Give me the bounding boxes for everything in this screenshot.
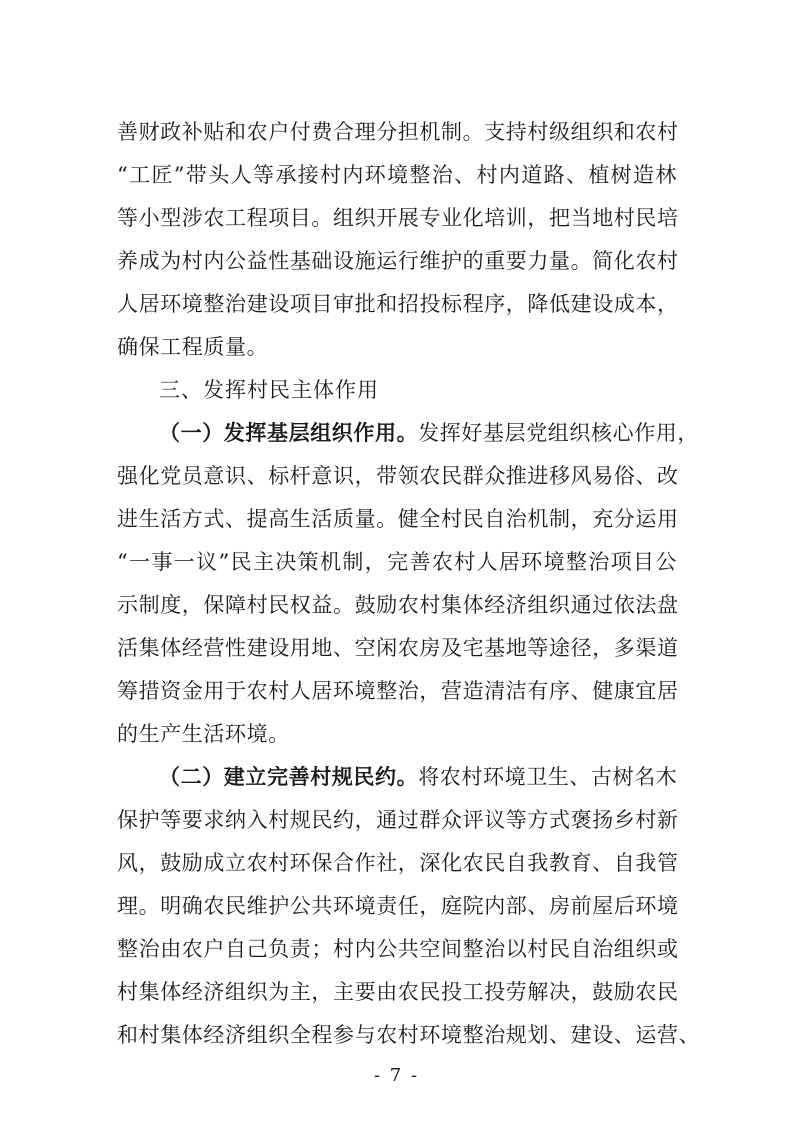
- paragraph-2-line-5: 示制度，保障村民权益。鼓励农村集体经济组织通过依法盘: [117, 593, 679, 617]
- paragraph-2-line-3: 进生活方式、提高生活质量。健全村民自治机制，充分运用: [117, 507, 679, 531]
- paragraph-1-line-1: 善财政补贴和农户付费合理分担机制。支持村级组织和农村: [117, 120, 679, 144]
- paragraph-2-line-7: 筹措资金用于农村人居环境整治，营造清洁有序、健康宜居: [117, 679, 679, 703]
- paragraph-3-bold-lead: （二）建立完善村规民约。: [159, 765, 419, 789]
- paragraph-3-line-5: 整治由农户自己负责；村内公共空间整治以村民自治组织或: [117, 937, 679, 961]
- paragraph-2-line-4: “一事一议”民主决策机制，完善农村人居环境整治项目公: [117, 550, 677, 574]
- paragraph-1-line-2: “工匠”带头人等承接村内环境整治、村内道路、植树造林: [117, 163, 677, 187]
- page-number: - 7 -: [373, 1065, 420, 1086]
- paragraph-2-first-line-rest: 发挥好基层党组织核心作用，: [418, 421, 700, 445]
- paragraph-3-line-4: 理。明确农民维护公共环境责任，庭院内部、房前屋后环境: [117, 894, 679, 918]
- paragraph-1-line-5: 人居环境整治建设项目审批和招投标程序，降低建设成本，: [117, 292, 679, 316]
- paragraph-2-bold-lead: （一）发挥基层组织作用。: [159, 421, 419, 445]
- paragraph-1-line-4: 养成为村内公益性基础设施运行维护的重要力量。简化农村: [117, 249, 679, 273]
- paragraph-2-line-6: 活集体经营性建设用地、空闲农房及宅基地等途径，多渠道: [117, 636, 679, 660]
- paragraph-1-line-6: 确保工程质量。: [117, 335, 269, 359]
- paragraph-2-line-1: [159, 413, 700, 453]
- paragraph-1-line-3: 等小型涉农工程项目。组织开展专业化培训，把当地村民培: [117, 206, 679, 230]
- paragraph-3-line-2: 保护等要求纳入村规民约，通过群众评议等方式褒扬乡村新: [117, 808, 679, 832]
- paragraph-3-first-line-rest: 将农村环境卫生、古树名木: [418, 765, 678, 789]
- paragraph-2-line-8: 的生产生活环境。: [117, 722, 290, 746]
- paragraph-3-line-6: 村集体经济组织为主，主要由农民投工投劳解决，鼓励农民: [117, 980, 679, 1004]
- paragraph-3-line-1: [159, 757, 677, 797]
- paragraph-3-line-7: 和村集体经济组织全程参与农村环境整治规划、建设、运营、: [117, 1023, 701, 1047]
- paragraph-3-line-3: 风，鼓励成立农村环保合作社，深化农民自我教育、自我管: [117, 851, 679, 875]
- section-heading: 三、发挥村民主体作用: [159, 378, 379, 402]
- paragraph-2-line-2: 强化党员意识、标杆意识，带领农民群众推进移风易俗、改: [117, 464, 679, 488]
